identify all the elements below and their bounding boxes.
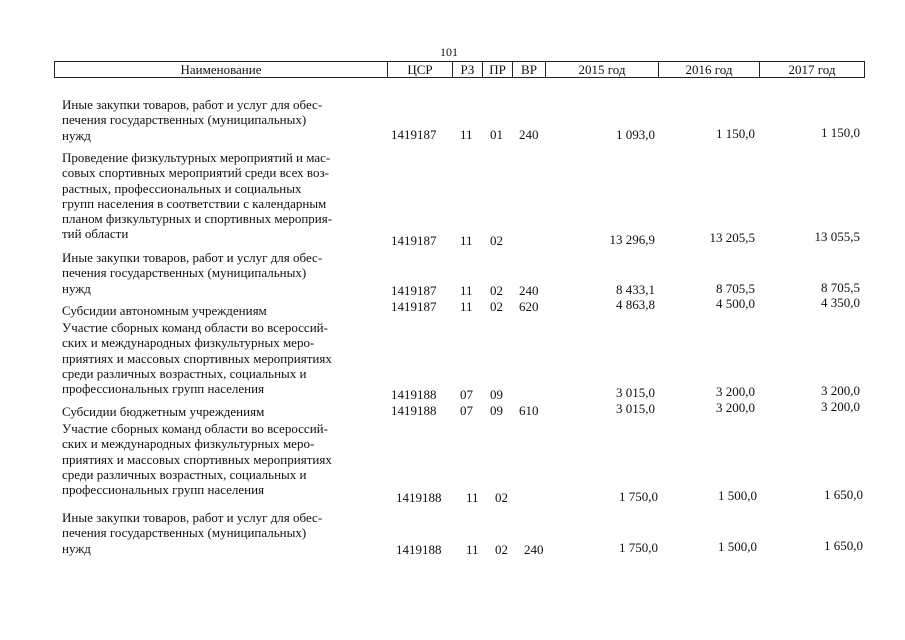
row-csr: 1419187 [391, 127, 437, 142]
row-rz: 11 [460, 299, 473, 314]
header-2015: 2015 год [578, 62, 626, 77]
row-pr: 09 [490, 387, 503, 402]
header-2017: 2017 год [788, 62, 836, 77]
row-csr: 1419187 [391, 233, 437, 248]
page-number: 101 [440, 45, 458, 59]
row-rz: 07 [460, 403, 473, 418]
row-value-2015: 4 863,8 [616, 297, 655, 312]
row-value-2016: 4 500,0 [716, 296, 755, 311]
row-name: Иные закупки товаров, работ и услуг для обес- печения государственных (муниципальных) нужд [62, 250, 323, 296]
row-pr: 02 [495, 542, 508, 557]
row-vr: 240 [519, 283, 539, 298]
row-csr: 1419188 [391, 403, 437, 418]
row-name: Проведение физкультурных мероприятий и мас- совых спортивных мероприятий среди всех воз- растных, профессиональных и социальных групп населения в соответствии с календарным планом физкультурных и спортивных мероприя- тий области [62, 150, 333, 242]
row-value-2016: 3 200,0 [716, 384, 755, 399]
row-value-2017: 8 705,5 [821, 280, 860, 295]
row-value-2016: 1 500,0 [718, 539, 757, 554]
header-name: Наименование [180, 62, 262, 77]
row-vr: 240 [524, 542, 544, 557]
row-rz: 11 [460, 233, 473, 248]
row-pr: 02 [490, 283, 503, 298]
row-pr: 02 [495, 490, 508, 505]
row-value-2016: 8 705,5 [716, 281, 755, 296]
row-value-2017: 4 350,0 [821, 295, 860, 310]
row-value-2015: 1 093,0 [616, 127, 655, 142]
row-name: Участие сборных команд области во всероссий- ских и международных физкультурных меро- приятиях и массовых спортивных мероприятиях среди различных возрастных, социальных и профессиональных групп населения [62, 320, 332, 397]
row-value-2016: 1 500,0 [718, 488, 757, 503]
row-rz: 11 [466, 542, 479, 557]
row-value-2015: 3 015,0 [616, 385, 655, 400]
header-csr: ЦСР [407, 62, 433, 77]
row-vr: 240 [519, 127, 539, 142]
row-value-2017: 3 200,0 [821, 399, 860, 414]
table-header [54, 61, 865, 78]
row-rz: 11 [466, 490, 479, 505]
row-name: Иные закупки товаров, работ и услуг для обес- печения государственных (муниципальных) нужд [62, 510, 323, 556]
row-value-2017: 13 055,5 [814, 229, 860, 244]
row-csr: 1419188 [391, 387, 437, 402]
row-name: Участие сборных команд области во всероссий- ских и международных физкультурных меро- приятиях и массовых спортивных мероприятиях среди различных возрастных, социальных и профессиональных групп населения [62, 421, 332, 498]
row-rz: 11 [460, 127, 473, 142]
row-value-2017: 3 200,0 [821, 383, 860, 398]
row-value-2015: 8 433,1 [616, 282, 655, 297]
row-rz: 07 [460, 387, 473, 402]
row-csr: 1419188 [396, 490, 442, 505]
row-value-2016: 1 150,0 [716, 126, 755, 141]
row-csr: 1419188 [396, 542, 442, 557]
row-csr: 1419187 [391, 283, 437, 298]
row-name: Субсидии автономным учреждениям [62, 303, 267, 318]
row-value-2015: 3 015,0 [616, 401, 655, 416]
header-2016: 2016 год [685, 62, 733, 77]
row-name: Иные закупки товаров, работ и услуг для обес- печения государственных (муниципальных) нужд [62, 97, 323, 143]
row-value-2015: 1 750,0 [619, 540, 658, 555]
row-pr: 02 [490, 233, 503, 248]
row-name: Субсидии бюджетным учреждениям [62, 404, 265, 419]
header-pr: ПР [489, 62, 506, 77]
row-value-2016: 13 205,5 [709, 230, 755, 245]
row-vr: 610 [519, 403, 539, 418]
row-pr: 09 [490, 403, 503, 418]
row-value-2017: 1 150,0 [821, 125, 860, 140]
row-value-2017: 1 650,0 [824, 538, 863, 553]
row-rz: 11 [460, 283, 473, 298]
row-csr: 1419187 [391, 299, 437, 314]
row-value-2017: 1 650,0 [824, 487, 863, 502]
row-value-2016: 3 200,0 [716, 400, 755, 415]
row-value-2015: 1 750,0 [619, 489, 658, 504]
row-value-2015: 13 296,9 [609, 232, 655, 247]
row-vr: 620 [519, 299, 539, 314]
row-pr: 01 [490, 127, 503, 142]
header-rz: РЗ [460, 62, 475, 77]
row-pr: 02 [490, 299, 503, 314]
header-vr: ВР [521, 62, 537, 77]
